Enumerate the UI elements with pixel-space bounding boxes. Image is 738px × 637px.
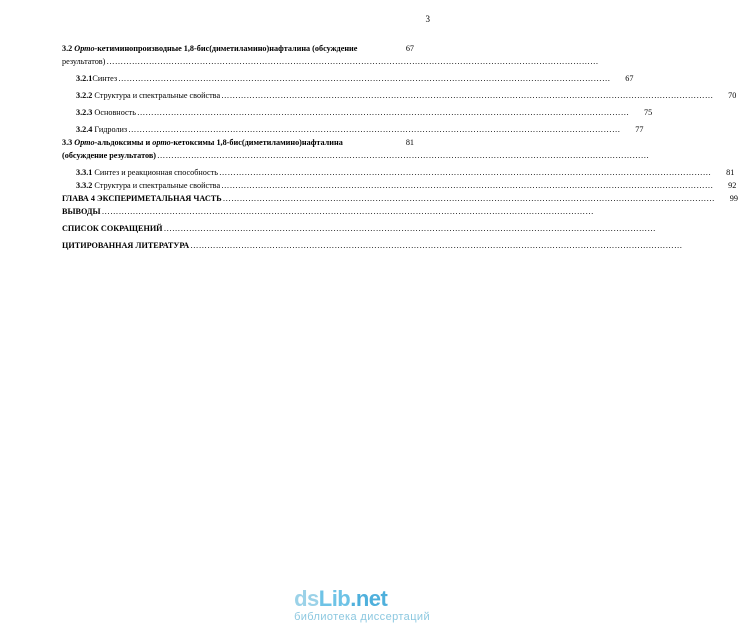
- toc-dot-leader: …………………………………………………………………………………………………………………………………………………………: [101, 207, 594, 216]
- toc-entry-title: Синтез: [92, 74, 118, 83]
- toc-entry-3-3[interactable]: [62, 136, 650, 162]
- toc-entry-number: 3.3.2: [76, 181, 93, 190]
- toc-entry-title: Синтез и реакционная способность: [92, 168, 219, 177]
- toc-dot-leader: …………………………………………………………………………………………………………………………………………………………: [222, 194, 715, 203]
- toc-entry-title: СПИСОК СОКРАЩЕНИЙ: [62, 224, 163, 233]
- toc-dot-leader: …………………………………………………………………………………………………………………………………………………………: [128, 125, 621, 134]
- toc-dot-leader: …………………………………………………………………………………………………………………………………………………………: [118, 74, 611, 83]
- toc-page-number: 92: [728, 181, 737, 190]
- toc-page-number: 77: [635, 125, 644, 134]
- toc-page-number: 81: [405, 138, 414, 147]
- toc-page-number: 75: [644, 108, 653, 117]
- toc-entry-title: ВЫВОДЫ: [62, 207, 101, 216]
- page-number: 3: [425, 14, 430, 24]
- toc-entry-number: 3.2.4: [76, 125, 93, 134]
- toc-entry-number: 3.2.1: [76, 74, 93, 83]
- toc-entry-title: 3.3 Орто-альдоксимы и орто-кетоксимы 1,8-бис(диметиламино)нафталина: [62, 138, 343, 147]
- toc-entry-title: Структура и спектральные свойства: [92, 181, 221, 190]
- toc-entry-title: Гидролиз: [92, 125, 128, 134]
- toc-entry-number: 3.2.3: [76, 108, 93, 117]
- toc-entry-title: ГЛАВА 4 ЭКСПЕРИМЕТАЛЬНАЯ ЧАСТЬ: [62, 194, 222, 203]
- toc-page-number: 81: [726, 168, 735, 177]
- toc-page-number: 67: [625, 74, 634, 83]
- toc-entry-3-2-1[interactable]: [62, 72, 634, 85]
- toc-entry-literature[interactable]: [62, 239, 683, 252]
- toc-entry-3-2-3[interactable]: [62, 106, 653, 119]
- toc-entry-title: Основность: [92, 108, 136, 117]
- table-of-contents: [62, 42, 738, 252]
- toc-entry-conclusions[interactable]: [62, 205, 594, 218]
- toc-dot-leader: …………………………………………………………………………………………………………………………………………………………: [157, 151, 650, 160]
- dslib-logo: dsLib.net: [294, 586, 388, 611]
- toc-dot-leader: …………………………………………………………………………………………………………………………………………………………: [221, 181, 714, 190]
- toc-page-number: 67: [405, 44, 414, 53]
- toc-dot-leader: …………………………………………………………………………………………………………………………………………………………: [136, 108, 630, 117]
- toc-entry-title: Структура и спектральные свойства: [92, 91, 221, 100]
- toc-entry-3-3-1[interactable]: [62, 166, 735, 179]
- toc-entry-title: ЦИТИРОВАННАЯ ЛИТЕРАТУРА: [62, 241, 190, 250]
- toc-entry-title-continued: (обсуждение результатов): [62, 151, 157, 160]
- toc-entry-title-continued: результатов): [62, 57, 106, 66]
- toc-page-number: 99: [729, 194, 738, 203]
- toc-entry-chapter-4[interactable]: [62, 192, 738, 205]
- toc-entry-abbreviations[interactable]: [62, 222, 656, 235]
- toc-entry-title: 3.2 Орто-кетиминопроизводные 1,8-бис(диметиламино)нафталина (обсуждение: [62, 44, 358, 53]
- toc-dot-leader: …………………………………………………………………………………………………………………………………………………………: [221, 91, 714, 100]
- toc-entry-number: 3.3.1: [76, 168, 93, 177]
- toc-dot-leader: …………………………………………………………………………………………………………………………………………………………: [106, 57, 599, 66]
- toc-entry-3-2-4[interactable]: [62, 123, 644, 136]
- toc-dot-leader: …………………………………………………………………………………………………………………………………………………………: [163, 224, 656, 233]
- toc-page-number: 70: [728, 91, 737, 100]
- dslib-subtitle: библиотека диссертаций: [294, 611, 430, 623]
- toc-entry-3-3-2[interactable]: [62, 179, 737, 192]
- toc-dot-leader: …………………………………………………………………………………………………………………………………………………………: [219, 168, 712, 177]
- dslib-watermark: [294, 588, 430, 623]
- toc-entry-number: 3.2.2: [76, 91, 93, 100]
- toc-entry-3-2[interactable]: [62, 42, 599, 68]
- toc-dot-leader: …………………………………………………………………………………………………………………………………………………………: [190, 241, 683, 250]
- toc-entry-3-2-2[interactable]: [62, 89, 737, 102]
